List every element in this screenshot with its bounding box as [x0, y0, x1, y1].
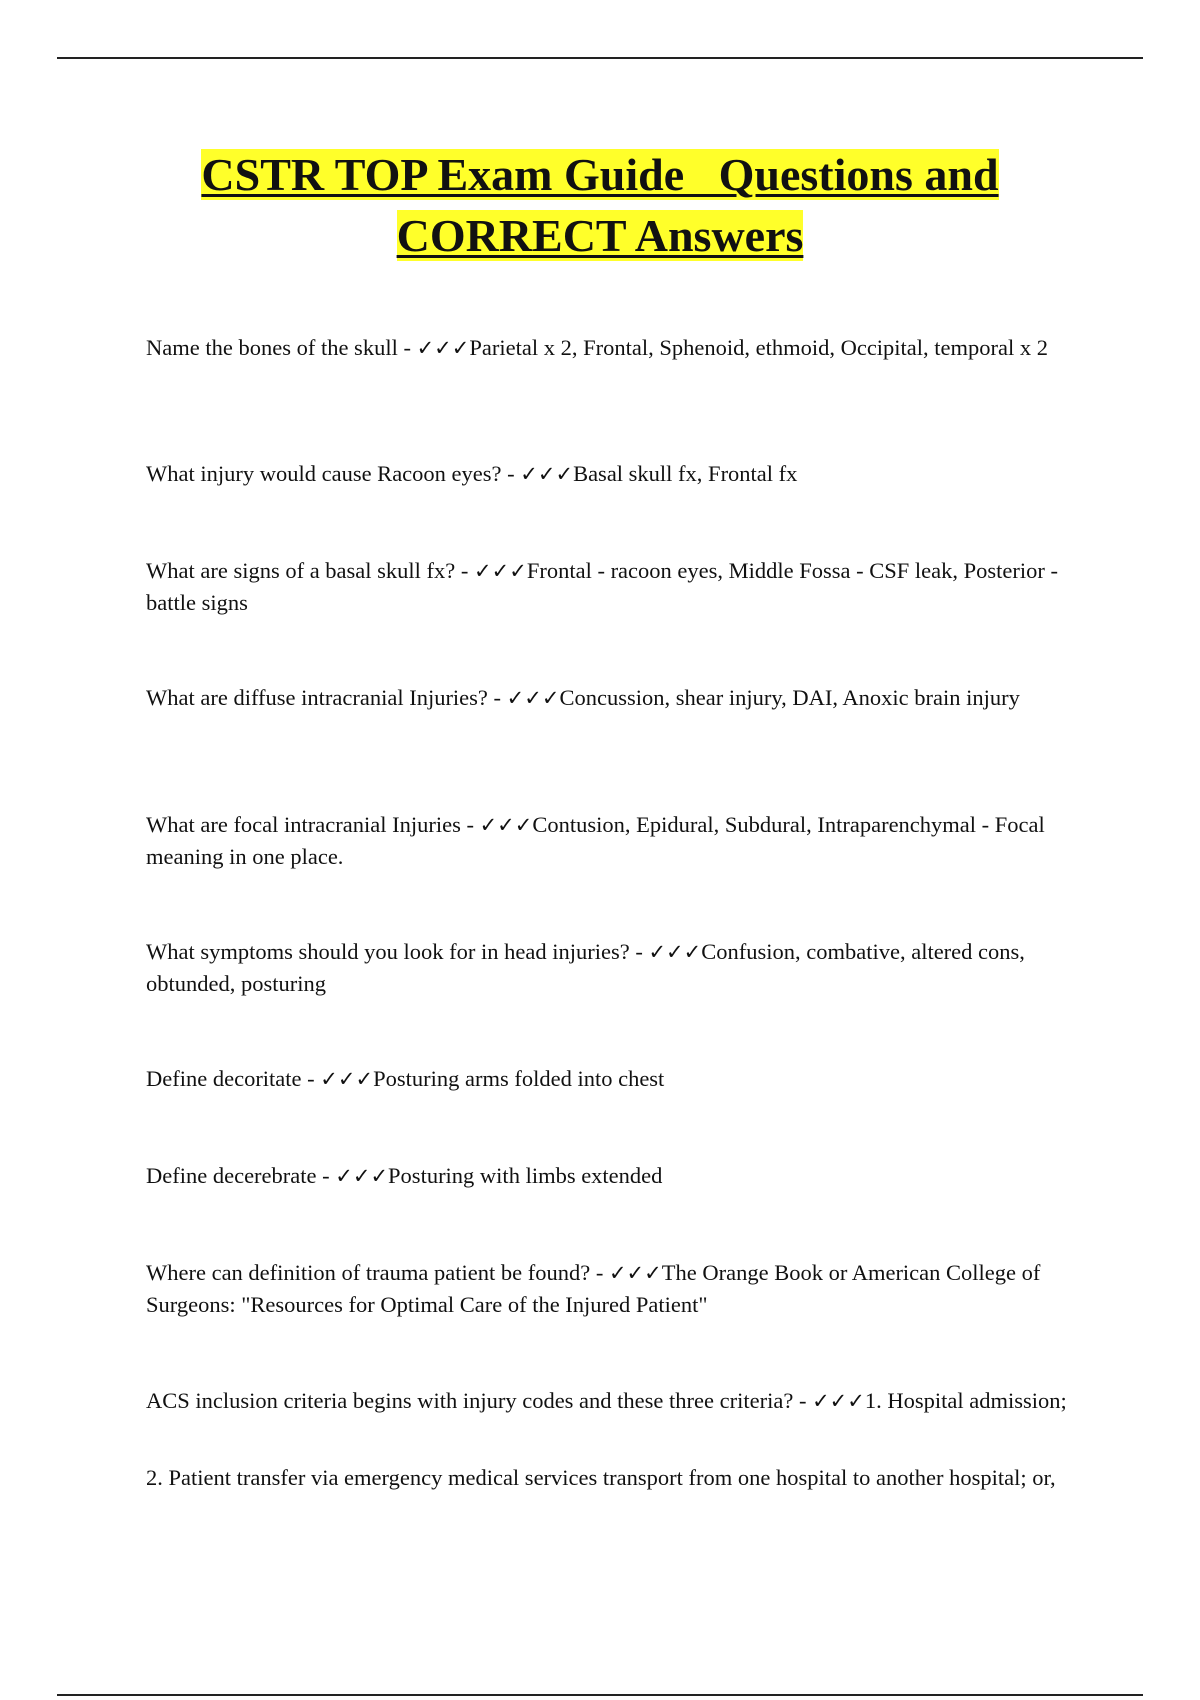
checkmark-icon: ✓✓✓	[520, 462, 574, 486]
answer-text: Parietal x 2, Frontal, Sphenoid, ethmoid, Occipital, temporal x 2	[469, 335, 1049, 360]
answer-text: Concussion, shear injury, DAI, Anoxic brain injury	[559, 685, 1020, 710]
question-text: What symptoms should you look for in head injuries?	[146, 939, 630, 964]
separator: -	[316, 1163, 336, 1188]
question-text: What are focal intracranial Injuries	[146, 812, 461, 837]
qa-item-8	[146, 1160, 1076, 1192]
qa-item-7	[146, 1063, 1076, 1095]
answer-text: 1. Hospital admission;	[864, 1388, 1067, 1413]
qa-item-2	[146, 458, 1076, 490]
question-text: Define decerebrate	[146, 1163, 317, 1188]
separator: -	[629, 939, 649, 964]
bottom-rule	[57, 1694, 1143, 1696]
checkmark-icon: ✓✓✓	[416, 336, 470, 360]
document-title	[100, 144, 1100, 266]
checkmark-icon: ✓✓✓	[474, 559, 527, 583]
title-line-1: CSTR TOP Exam Guide Questions and	[201, 149, 999, 200]
question-text: What are signs of a basal skull fx?	[146, 558, 456, 583]
question-text: Define decoritate	[146, 1066, 302, 1091]
qa-item-10	[146, 1385, 1076, 1417]
separator: -	[460, 812, 480, 837]
checkmark-icon: ✓✓✓	[479, 813, 533, 837]
top-rule	[57, 57, 1143, 59]
qa-item-9	[146, 1257, 1076, 1320]
separator: -	[397, 335, 417, 360]
checkmark-icon: ✓✓✓	[812, 1389, 865, 1413]
qa-item-5	[146, 809, 1076, 872]
qa-item-1	[146, 332, 1076, 364]
title-line-2: CORRECT Answers	[396, 210, 804, 261]
qa-item-3	[146, 555, 1076, 618]
checkmark-icon: ✓✓✓	[335, 1164, 389, 1188]
qa-item-6	[146, 936, 1076, 999]
answer-text: Posturing with limbs extended	[388, 1163, 663, 1188]
question-text: Where can definition of trauma patient be found?	[146, 1260, 591, 1285]
qa-continuation	[146, 1462, 1076, 1493]
continuation-text: 2. Patient transfer via emergency medical services transport from one hospital to another hospital; or,	[146, 1465, 1056, 1490]
question-text: What are diffuse intracranial Injuries?	[146, 685, 488, 710]
qa-item-4	[146, 682, 1076, 714]
answer-text: Basal skull fx, Frontal fx	[573, 461, 798, 486]
checkmark-icon: ✓✓✓	[648, 940, 702, 964]
checkmark-icon: ✓✓✓	[320, 1067, 374, 1091]
answer-text: Confusion, combative, altered cons, obtunded, posturing	[146, 939, 1025, 996]
question-text: ACS inclusion criteria begins with injury codes and these three criteria?	[146, 1388, 794, 1413]
checkmark-icon: ✓✓✓	[506, 686, 560, 710]
question-text: What injury would cause Racoon eyes?	[146, 461, 502, 486]
answer-text: Frontal - racoon eyes, Middle Fossa - CSF leak, Posterior - battle signs	[146, 558, 1059, 615]
answer-text: Posturing arms folded into chest	[373, 1066, 665, 1091]
separator: -	[501, 461, 521, 486]
separator: -	[301, 1066, 321, 1091]
separator: -	[793, 1388, 813, 1413]
checkmark-icon: ✓✓✓	[608, 1261, 662, 1285]
separator: -	[487, 685, 507, 710]
answer-text: The Orange Book or American College of Surgeons: "Resources for Optimal Care of the Injured Patient"	[146, 1260, 1041, 1317]
separator: -	[455, 558, 475, 583]
answer-text: Contusion, Epidural, Subdural, Intraparenchymal - Focal meaning in one place.	[146, 812, 1045, 869]
question-text: Name the bones of the skull	[146, 335, 398, 360]
separator: -	[590, 1260, 609, 1285]
